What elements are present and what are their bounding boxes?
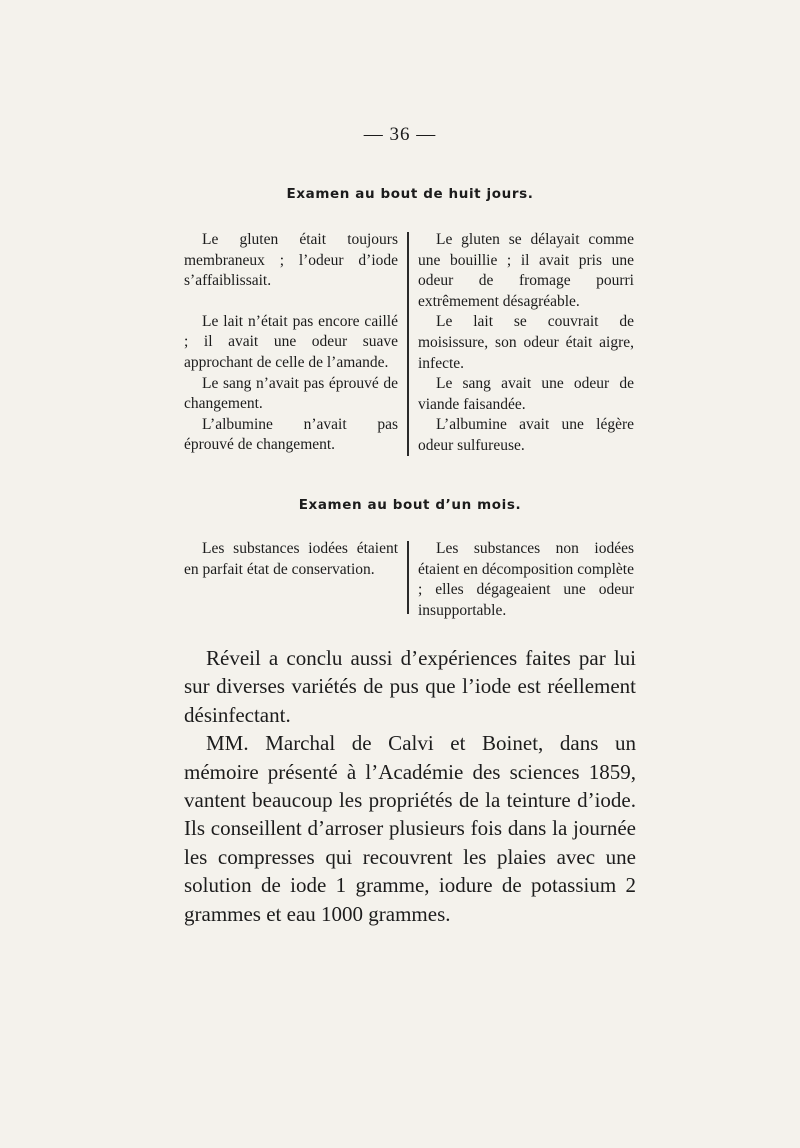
paragraph-albumin: L’albumine avait une légère odeur sulfureuse. (418, 416, 634, 454)
paragraph-blood: Le sang n’avait pas éprouvé de changement. (184, 374, 398, 413)
paragraph-reveil: Réveil a conclu aussi d’expériences faites par lui sur diverses variétés de pus que l’iode est réellement désinfectant. (184, 646, 636, 727)
paragraph-milk: Le lait n’était pas encore caillé ; il avait une odeur suave approchant de celle de l’amande. (184, 312, 398, 371)
paragraph-non-iodized-substances: Les substances non iodées étaient en décomposition complète ; elles dégageaient une odeur insupportable. (418, 540, 634, 619)
paragraph-gluten: Le gluten était toujours membraneux ; l’odeur d’iode s’affaiblissait. (184, 231, 398, 290)
section-heading-one-month: Examen au bout d’un mois. (298, 497, 522, 513)
body-text (184, 644, 636, 928)
page-number: — 36 — (363, 124, 437, 145)
column-non-iodized-eight-days (418, 230, 634, 457)
paragraph-blood: Le sang avait une odeur de viande faisandée. (418, 375, 634, 413)
column-non-iodized-one-month (418, 539, 634, 621)
paragraph-albumin: L’albumine n’avait pas éprouvé de changement. (184, 415, 398, 454)
paragraph-iodized-substances: Les substances iodées étaient en parfait état de conservation. (184, 540, 398, 578)
paragraph-milk: Le lait se couvrait de moisissure, son odeur était aigre, infecte. (418, 313, 634, 372)
paragraph-marchal-boinet: MM. Marchal de Calvi et Boinet, dans un mémoire présenté à l’Académie des sciences 1859, vantent beaucoup les propriétés de la teinture d’iode. Ils conseillent d’arroser plusieurs fois dans la journée les compresses qui recouvrent les plaies avec une solution de iode 1 gramme, iodure de potassium 2 grammes et eau 1000 grammes. (184, 731, 636, 926)
column-divider (407, 541, 409, 614)
paragraph-gluten: Le gluten se délayait comme une bouillie ; il avait pris une odeur de fromage pourri extrêmement désagréable. (418, 231, 634, 310)
column-iodized-one-month (184, 539, 398, 580)
column-divider (407, 232, 409, 456)
section-heading-eight-days: Examen au bout de huit jours. (286, 186, 534, 202)
column-iodized-eight-days (184, 230, 398, 456)
